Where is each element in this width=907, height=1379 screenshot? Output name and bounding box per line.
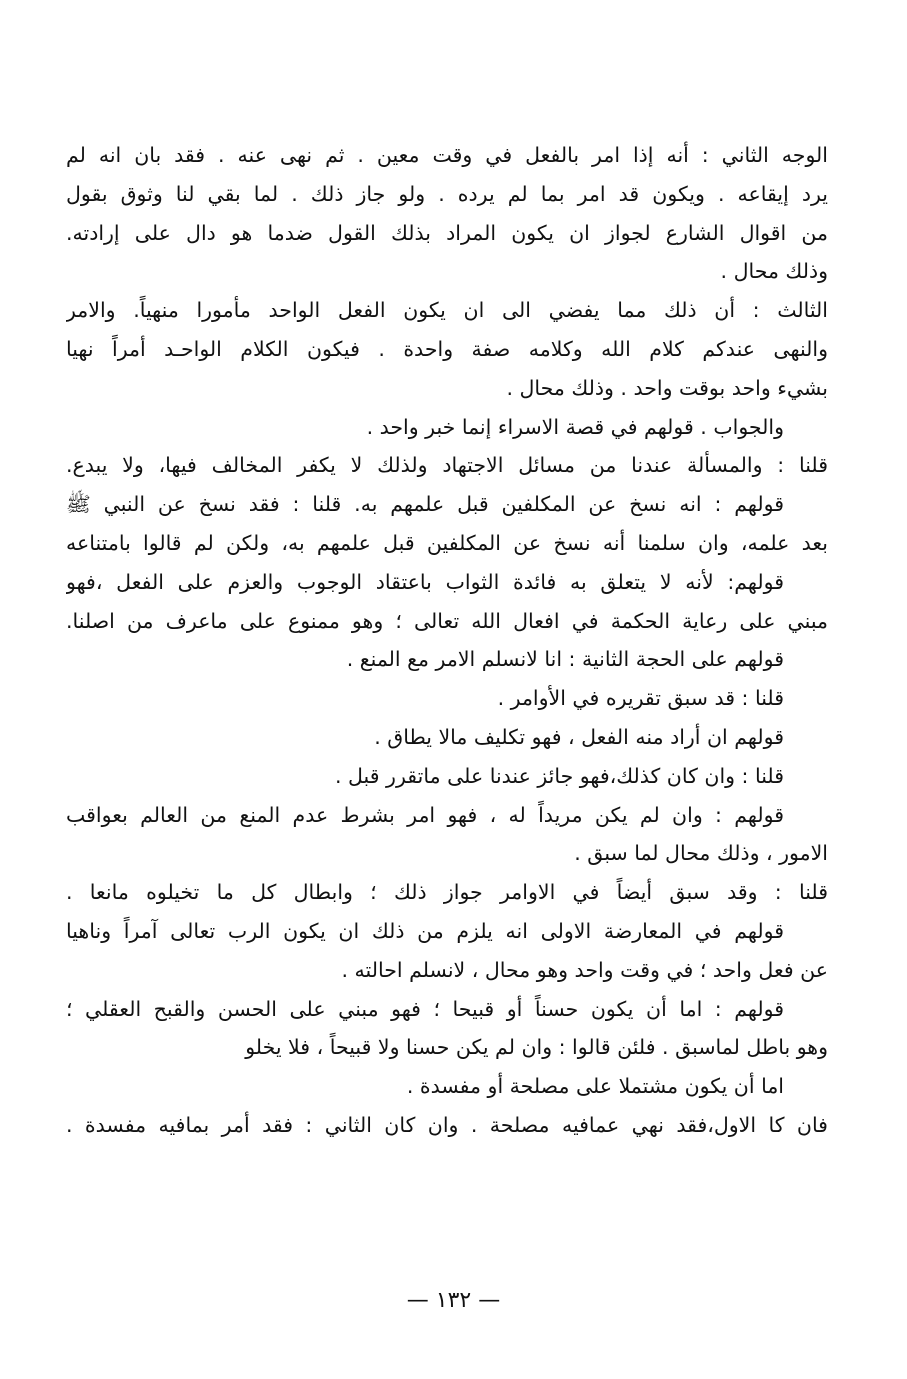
text-line: وذلك محال . [720, 259, 828, 284]
text-line: قلنا : وان كان كذلك،فهو جائز عندنا على ماتقرر قبل . [334, 763, 784, 788]
text-line: مبني على رعاية الحكمة في افعال الله تعالى ؛ وهو ممنوع على ماعرف من اصلنا. [66, 608, 828, 633]
text-line: يرد إيقاعه . ويكون قد امر بما لم يرده . ولو جاز ذلك . لما بقي لنا وثوق بقول [66, 181, 828, 206]
text-line: فان كا الاول،فقد نهي عمافيه مصلحة . وان كان الثاني : فقد أمر بمافيه مفسدة . [66, 1112, 828, 1137]
text-line: قولهم ان أراد منه الفعل ، فهو تكليف مالا يطاق . [374, 724, 784, 749]
text-line: بشيء واحد بوقت واحد . وذلك محال . [506, 375, 828, 400]
page-body [66, 136, 828, 1145]
text-line: قولهم : اما أن يكون حسناً أو قبيحا ؛ فهو مبني على الحسن والقبح العقلي ؛ [66, 996, 784, 1021]
text-line: قولهم في المعارضة الاولى انه يلزم من ذلك ان يكون الرب تعالى آمراً وناهيا [66, 918, 784, 943]
text-line: والجواب . قولهم في قصة الاسراء إنما خبر واحد . [366, 414, 784, 439]
text-line: قلنا : قد سبق تقريره في الأوامر . [497, 686, 784, 711]
text-line: وهو باطل لماسبق . فلئن قالوا : وان لم يكن حسنا ولا قبيحاً ، فلا يخلو [245, 1035, 828, 1060]
text-line: قولهم: لأنه لا يتعلق به فائدة الثواب باعتقاد الوجوب والعزم على الفعل ،فهو [66, 569, 784, 594]
text-line: من اقوال الشارع لجواز ان يكون المراد بذلك القول ضدما هو دال على إرادته. [66, 220, 828, 245]
text-line: قلنا : والمسألة عندنا من مسائل الاجتهاد ولذلك لا يكفر المخالف فيها، ولا يبدع. [66, 453, 828, 478]
text-line: عن فعل واحد ؛ في وقت واحد وهو محال ، لانسلم احالته . [341, 957, 828, 982]
text-line: الامور ، وذلك محال لما سبق . [574, 841, 828, 866]
text-line: والنهى عندكم كلام الله وكلامه صفة واحدة . فيكون الكلام الواحـد أمراً نهيا [66, 336, 828, 361]
page-number: — ١٣٢ — [406, 1288, 501, 1313]
text-line: بعد علمه، وان سلمنا أنه نسخ عن المكلفين قبل علمهم به، ولكن لم قالوا بامتناعه [66, 530, 828, 555]
text-line: قولهم : انه نسخ عن المكلفين قبل علمهم به. قلنا : فقد نسخ عن النبي ﷺ [66, 492, 784, 517]
text-line: قولهم على الحجة الثانية : انا لانسلم الامر مع المنع . [346, 647, 784, 672]
text-line: اما أن يكون مشتملا على مصلحة أو مفسدة . [406, 1074, 784, 1099]
text-line: الوجه الثاني : أنه إذا امر بالفعل في وقت معين . ثم نهى عنه . فقد بان انه لم [66, 143, 828, 167]
text-line: قولهم : وان لم يكن مريداً له ، فهو امر بشرط عدم المنع من العالم بعواقب [66, 802, 784, 827]
text-line: قلنا : وقد سبق أيضاً في الاوامر جواز ذلك ؛ وابطال كل ما تخيلوه مانعا . [66, 880, 828, 905]
text-line: الثالث : أن ذلك مما يفضي الى ان يكون الفعل الواحد مأمورا منهياً. والامر [66, 298, 828, 323]
